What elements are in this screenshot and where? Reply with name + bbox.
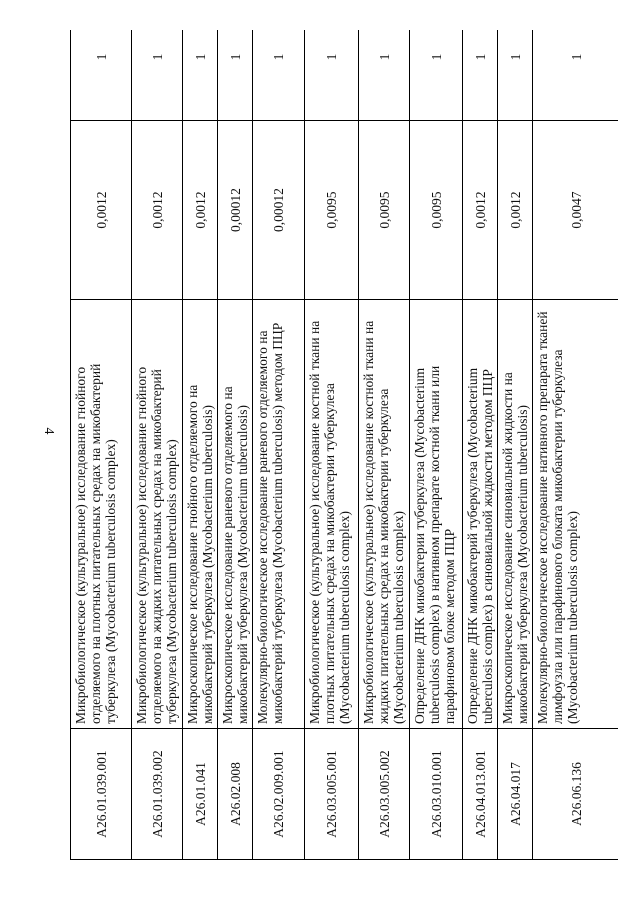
service-code: A26.02.008 [218,729,253,860]
multiplicity: 1 [305,30,359,121]
service-name: Микроскопическое исследование синовиальной жидкости на микобактерий туберкулеза (Mycobacterium tuberculosis) [498,300,533,729]
frequency-coefficient: 0,0012 [463,121,498,300]
multiplicity: 1 [71,30,132,121]
multiplicity: 1 [183,30,218,121]
table-row [410,30,463,860]
table-row [132,30,183,860]
multiplicity: 1 [410,30,463,121]
service-name: Микроскопическое исследование раневого отделяемого на микобактерий туберкулеза (Mycobacterium tuberculosis) [218,300,253,729]
service-name: Микробиологическое (культуральное) исследование костной ткани на плотных питательных средах на микобактерии туберкулеза (Mycobacterium tuberculosis complex) [305,300,359,729]
frequency-coefficient: 0,0095 [410,121,463,300]
service-name: Микробиологическое (культуральное) исследование гнойного отделяемого на плотных питательных средах на микобактерий туберкулеза (Mycobacterium tuberculosis complex) [71,300,132,729]
frequency-coefficient: 0,0012 [183,121,218,300]
service-code: A26.01.039.001 [71,729,132,860]
frequency-coefficient: 0,00012 [253,121,305,300]
frequency-coefficient: 0,0095 [359,121,410,300]
table-row [305,30,359,860]
frequency-coefficient: 0,0047 [533,121,619,300]
multiplicity: 1 [498,30,533,121]
frequency-coefficient: 0,0012 [498,121,533,300]
service-name: Определение ДНК микобактерии туберкулеза (Mycobacterium tuberculosis complex) в нативном препарате костной ткани или парафиновом блоке методом ПЦР [410,300,463,729]
multiplicity: 1 [132,30,183,121]
table-row [71,30,132,860]
service-code: A26.06.136 [533,729,619,860]
service-code: A26.01.041 [183,729,218,860]
multiplicity: 1 [463,30,498,121]
service-code: A26.03.010.001 [410,729,463,860]
service-name: Микроскопическое исследование гнойного отделяемого на микобактерий туберкулеза (Mycobacterium tuberculosis) [183,300,218,729]
service-code: A26.04.013.001 [463,729,498,860]
table-row [359,30,410,860]
service-code: A26.03.005.001 [305,729,359,860]
frequency-coefficient: 0,00012 [218,121,253,300]
service-name: Молекулярно-биологическое исследование нативного препарата тканей лимфоузла или парафинового блоката микобактерии туберкулеза (Mycobacterium tuberculosis complex) [533,300,619,729]
frequency-coefficient: 0,0095 [305,121,359,300]
frequency-coefficient: 0,0012 [71,121,132,300]
service-code: A26.03.005.002 [359,729,410,860]
service-name: Микробиологическое (культуральное) исследование гнойного отделяемого на жидких питательных средах на микобактерий туберкулеза (Mycobacterium tuberculosis complex) [132,300,183,729]
service-code: A26.04.017 [498,729,533,860]
page-number: 4 [41,427,56,435]
table-row [533,30,619,860]
service-name: Микробиологическое (культуральное) исследование костной ткани на жидких питательных средах на микобактерии туберкулеза (Mycobacterium tuberculosis complex) [359,300,410,729]
service-name: Молекулярно-биологическое исследование раневого отделяемого на микобактерий туберкулеза (Mycobacterium tuberculosis) методом ПЦР [253,300,305,729]
multiplicity: 1 [533,30,619,121]
multiplicity: 1 [253,30,305,121]
service-name: Определение ДНК микобактерий туберкулеза (Mycobacterium tuberculosis complex) в синовиальной жидкости методом ПЦР [463,300,498,729]
table-row [218,30,253,860]
table-row [253,30,305,860]
frequency-coefficient: 0,0012 [132,121,183,300]
multiplicity: 1 [218,30,253,121]
service-code: A26.01.039.002 [132,729,183,860]
table-row [183,30,218,860]
table-row [498,30,533,860]
service-code: A26.02.009.001 [253,729,305,860]
services-table-grid [70,30,618,860]
multiplicity: 1 [359,30,410,121]
table-row [463,30,498,860]
services-table [70,30,618,860]
